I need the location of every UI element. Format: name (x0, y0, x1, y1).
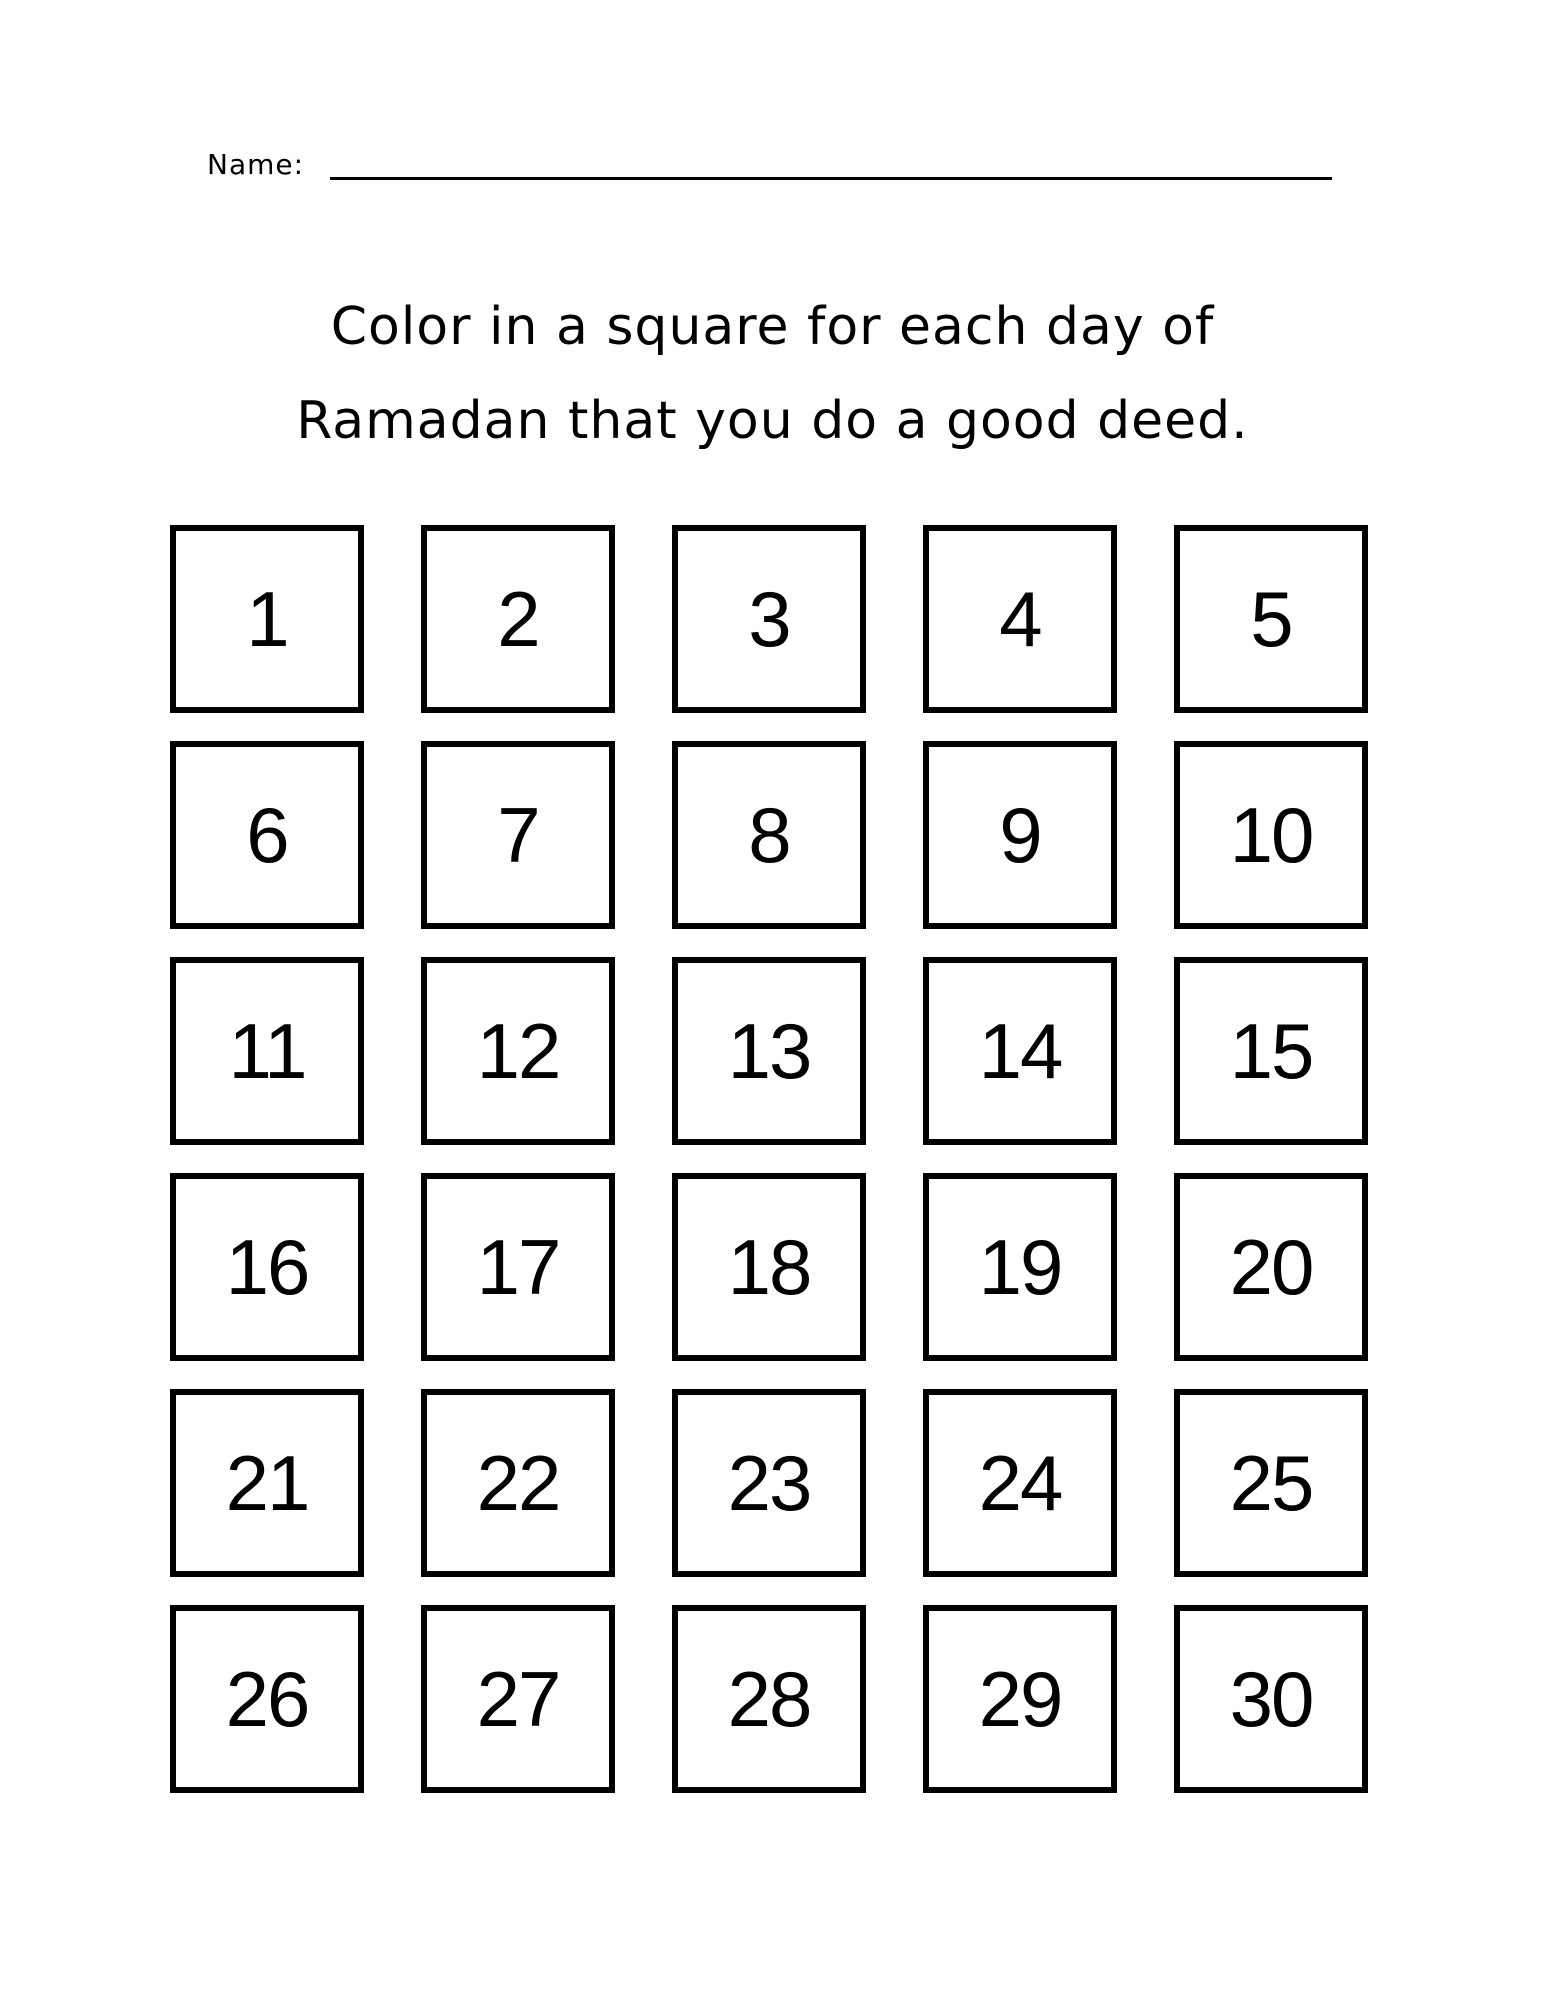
day-box-15[interactable]: 15 (1174, 957, 1368, 1145)
day-box-2[interactable]: 2 (421, 525, 615, 713)
day-box-21[interactable]: 21 (170, 1389, 364, 1577)
instructions (0, 280, 1545, 468)
day-box-12[interactable]: 12 (421, 957, 615, 1145)
instructions-line-1: Color in a square for each day of (330, 297, 1215, 357)
day-box-29[interactable]: 29 (923, 1605, 1117, 1793)
ramadan-day-grid (170, 525, 1370, 1793)
day-box-10[interactable]: 10 (1174, 741, 1368, 929)
day-box-17[interactable]: 17 (421, 1173, 615, 1361)
name-label: Name: (207, 148, 305, 181)
day-box-3[interactable]: 3 (672, 525, 866, 713)
day-box-9[interactable]: 9 (923, 741, 1117, 929)
day-box-18[interactable]: 18 (672, 1173, 866, 1361)
day-box-25[interactable]: 25 (1174, 1389, 1368, 1577)
name-write-line[interactable] (330, 177, 1332, 180)
day-box-14[interactable]: 14 (923, 957, 1117, 1145)
day-box-19[interactable]: 19 (923, 1173, 1117, 1361)
day-box-30[interactable]: 30 (1174, 1605, 1368, 1793)
day-box-8[interactable]: 8 (672, 741, 866, 929)
day-box-24[interactable]: 24 (923, 1389, 1117, 1577)
day-box-22[interactable]: 22 (421, 1389, 615, 1577)
instructions-line-2: Ramadan that you do a good deed. (296, 391, 1249, 451)
day-box-23[interactable]: 23 (672, 1389, 866, 1577)
day-box-26[interactable]: 26 (170, 1605, 364, 1793)
day-box-11[interactable]: 11 (170, 957, 364, 1145)
day-box-20[interactable]: 20 (1174, 1173, 1368, 1361)
day-box-16[interactable]: 16 (170, 1173, 364, 1361)
day-box-27[interactable]: 27 (421, 1605, 615, 1793)
day-box-5[interactable]: 5 (1174, 525, 1368, 713)
day-box-13[interactable]: 13 (672, 957, 866, 1145)
day-box-4[interactable]: 4 (923, 525, 1117, 713)
day-box-6[interactable]: 6 (170, 741, 364, 929)
day-box-7[interactable]: 7 (421, 741, 615, 929)
day-box-1[interactable]: 1 (170, 525, 364, 713)
name-row (207, 145, 1332, 185)
day-box-28[interactable]: 28 (672, 1605, 866, 1793)
